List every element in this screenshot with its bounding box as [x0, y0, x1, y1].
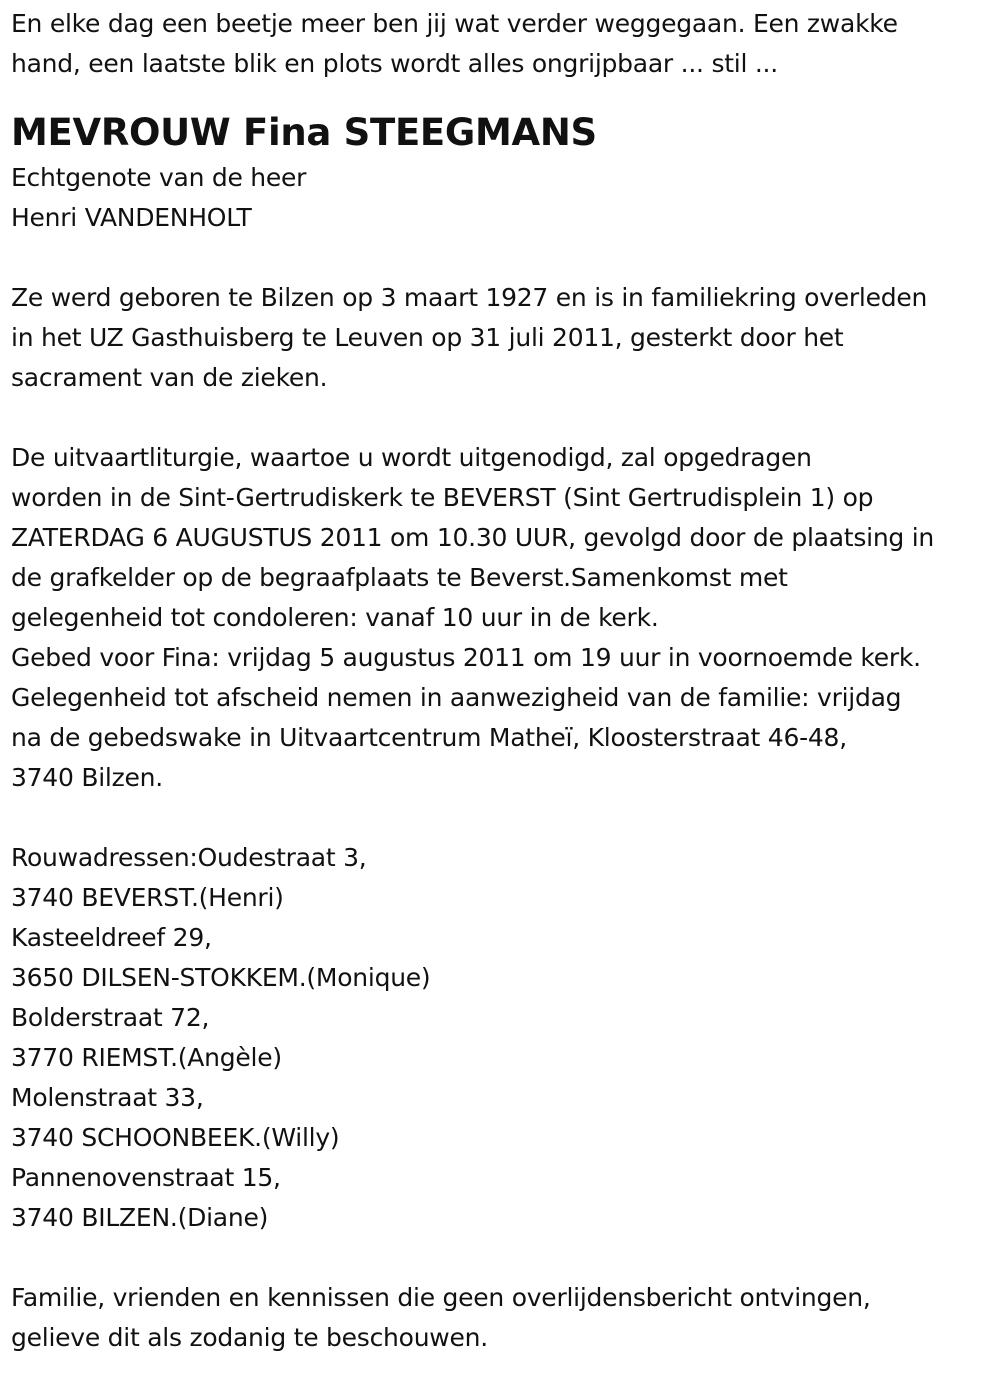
address-line: 3650 DILSEN-STOKKEM.(Monique): [11, 963, 431, 992]
paragraph-line: Familie, vrienden en kennissen die geen overlijdensbericht ontvingen,: [11, 1283, 871, 1312]
paragraph-line: worden in de Sint-Gertrudiskerk te BEVERST (Sint Gertrudisplein 1) op: [11, 483, 874, 512]
address-line: 3740 BILZEN.(Diane): [11, 1203, 269, 1232]
address-line: Kasteeldreef 29,: [11, 923, 212, 952]
spouse-info: [11, 158, 991, 238]
address-line: Bolderstraat 72,: [11, 1003, 210, 1032]
paragraph-line: sacrament van de zieken.: [11, 363, 328, 392]
address-line: Rouwadressen:Oudestraat 3,: [11, 843, 367, 872]
paragraph-line: de grafkelder op de begraafplaats te Beverst.Samenkomst met: [11, 563, 788, 592]
spouse-line: Henri VANDENHOLT: [11, 203, 252, 232]
spouse-line: Echtgenote van de heer: [11, 163, 307, 192]
deceased-name: MEVROUW Fina STEEGMANS: [11, 111, 597, 154]
birth-death-paragraph: [11, 278, 991, 398]
address-line: Molenstraat 33,: [11, 1083, 204, 1112]
paragraph-line: in het UZ Gasthuisberg te Leuven op 31 juli 2011, gesterkt door het: [11, 323, 844, 352]
spacer: [11, 798, 991, 838]
paragraph-line: Gebed voor Fina: vrijdag 5 augustus 2011 om 19 uur in voornoemde kerk.: [11, 643, 921, 672]
spacer: [11, 238, 991, 278]
obituary-document: [11, 0, 991, 1358]
intro-quote: [11, 4, 991, 84]
paragraph-line: Ze werd geboren te Bilzen op 3 maart 1927 en is in familiekring overleden: [11, 283, 928, 312]
address-line: 3770 RIEMST.(Angèle): [11, 1043, 282, 1072]
funeral-paragraph: [11, 438, 991, 798]
address-line: 3740 BEVERST.(Henri): [11, 883, 284, 912]
address-line: 3740 SCHOONBEEK.(Willy): [11, 1123, 340, 1152]
address-line: Pannenovenstraat 15,: [11, 1163, 281, 1192]
paragraph-line: gelegenheid tot condoleren: vanaf 10 uur in de kerk.: [11, 603, 659, 632]
intro-line: En elke dag een beetje meer ben jij wat verder weggegaan. Een zwakke: [11, 9, 898, 38]
paragraph-line: De uitvaartliturgie, waartoe u wordt uitgenodigd, zal opgedragen: [11, 443, 812, 472]
paragraph-line: gelieve dit als zodanig te beschouwen.: [11, 1323, 488, 1352]
mourning-addresses: [11, 838, 991, 1238]
intro-line: hand, een laatste blik en plots wordt alles ongrijpbaar ... stil ...: [11, 49, 778, 78]
closing-paragraph: [11, 1278, 991, 1358]
spacer: [11, 1238, 991, 1278]
paragraph-line: ZATERDAG 6 AUGUSTUS 2011 om 10.30 UUR, gevolgd door de plaatsing in: [11, 523, 935, 552]
paragraph-line: 3740 Bilzen.: [11, 763, 163, 792]
spacer: [11, 398, 991, 438]
paragraph-line: na de gebedswake in Uitvaartcentrum Matheï, Kloosterstraat 46-48,: [11, 723, 847, 752]
paragraph-line: Gelegenheid tot afscheid nemen in aanwezigheid van de familie: vrijdag: [11, 683, 902, 712]
